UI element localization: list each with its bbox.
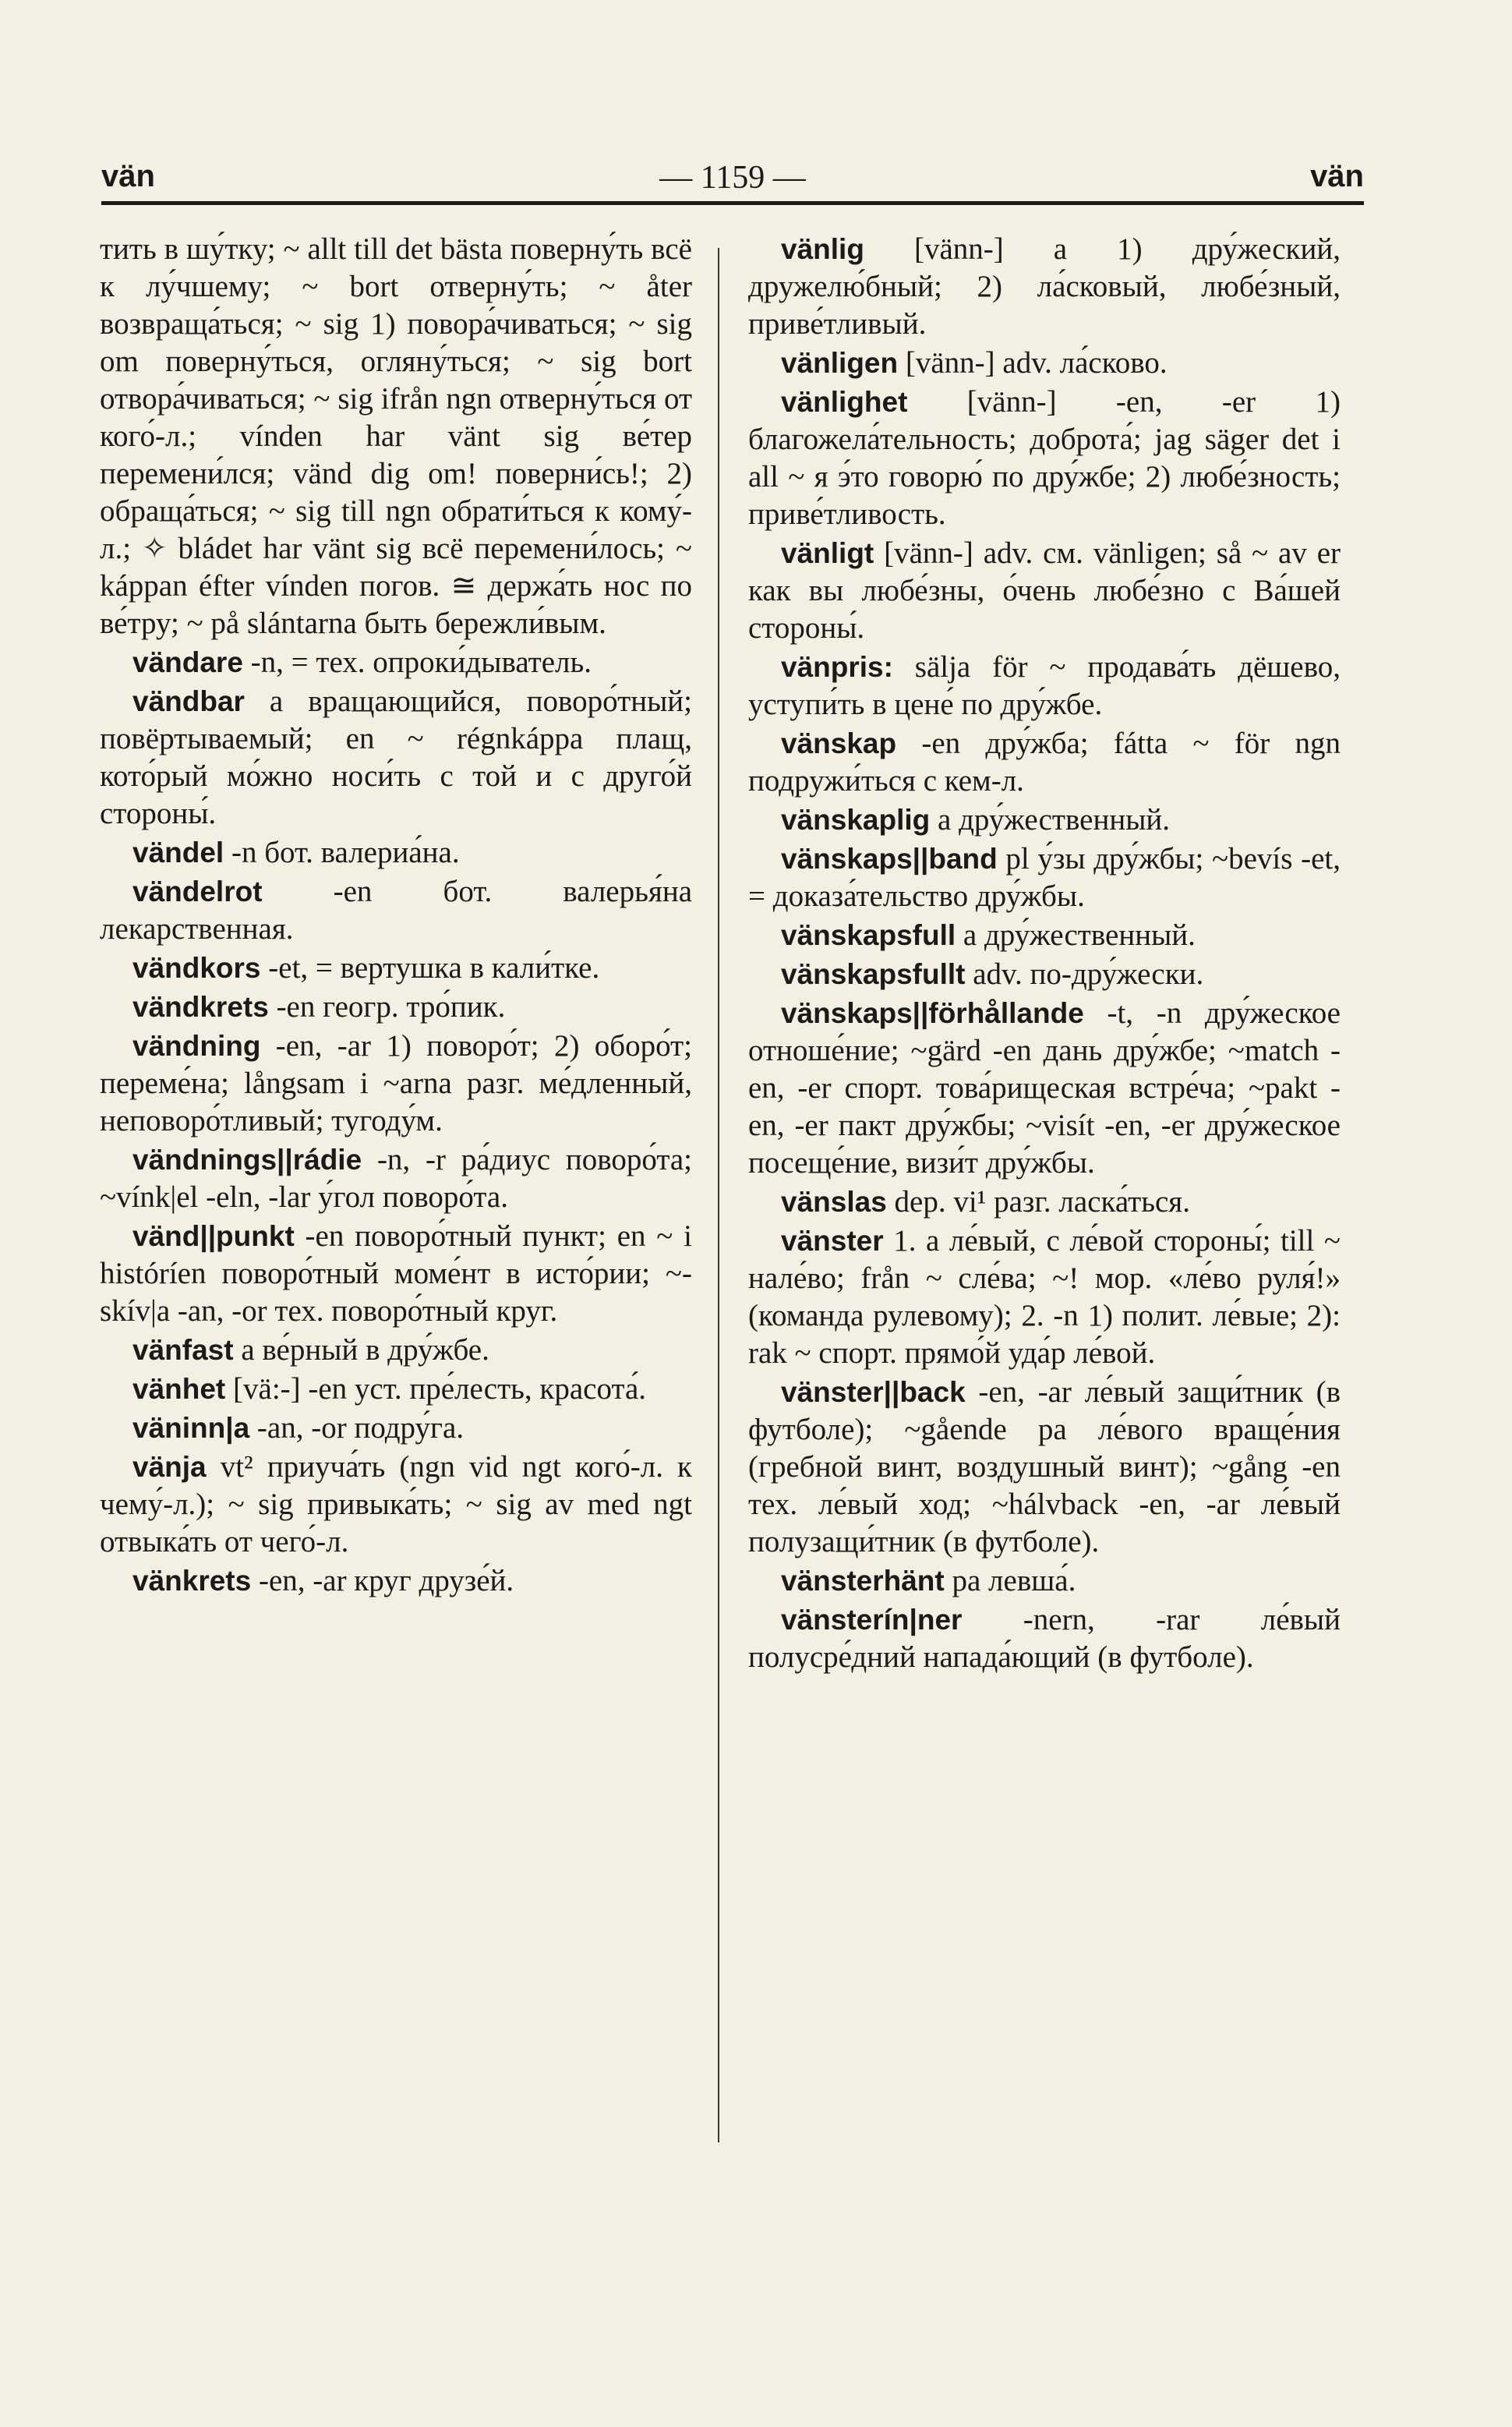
entry-text: a вращающийся, поворо́тный; повёртываемый; en ~ régnkáppa плащ, кото́рый мо́жно носи́ть с той и с друго́й стороны́.	[100, 685, 692, 830]
entry-headword: vänsterín|ner	[781, 1604, 963, 1636]
entry-text: [vänn-] -en, -er 1) благожела́тельность; доброта́; jag säger det i all ~ я э́то говорю́ по дру́жбе; 2) любе́зность; приве́тливость.	[748, 385, 1341, 531]
entry-text: -et, = вертушка в кали́тке.	[260, 951, 600, 985]
dictionary-entry	[100, 950, 692, 987]
dictionary-entry	[748, 1601, 1341, 1676]
entry-headword: vänster	[781, 1225, 884, 1257]
entry-text: pl у́зы дру́жбы; ~bevís -et, = доказа́тельство дру́жбы.	[748, 842, 1341, 913]
dictionary-entry	[748, 1222, 1341, 1372]
entry-headword: vänlighet	[781, 386, 908, 418]
entry-headword: vänster||back	[781, 1376, 966, 1408]
entry-headword: vänskaplig	[781, 804, 931, 836]
entry-text: -n, -r ра́диус поворо́та; ~vínk|el -eln, -lar у́гол поворо́та.	[100, 1143, 692, 1214]
page-header	[101, 159, 1364, 198]
dictionary-entry	[100, 1141, 692, 1216]
entry-headword: vänlig	[781, 233, 864, 265]
entry-text: -en, -ar 1) поворо́т; 2) оборо́т; переме́на; långsam i ~arna разг. ме́дленный, неповоро́тливый; тугоду́м.	[100, 1029, 692, 1137]
entry-headword: vänja	[132, 1451, 207, 1483]
dictionary-entry	[748, 1183, 1341, 1221]
dictionary-entry	[748, 840, 1341, 915]
dictionary-entry	[100, 989, 692, 1026]
dictionary-entry	[100, 1218, 692, 1330]
entry-text: a ве́рный в дру́жбе.	[233, 1333, 489, 1367]
entry-headword: vändel	[132, 837, 224, 869]
entry-text: -en, -ar круг друзе́й.	[251, 1564, 514, 1597]
dictionary-entry	[100, 873, 692, 948]
dictionary-entry	[100, 1562, 692, 1600]
dictionary-entry	[748, 1562, 1341, 1600]
entry-text: a дру́жественный.	[956, 918, 1196, 952]
dictionary-entry	[748, 725, 1341, 800]
entry-text: [vä:-] -en уст. пре́лесть, красота́.	[225, 1372, 647, 1406]
entry-headword: vänligen	[781, 347, 899, 379]
entry-text: a дру́жественный.	[930, 803, 1171, 837]
entry-text: тить в шу́тку; ~ allt till det bästa поверну́ть всё к лу́чшему; ~ bort отверну́ть; ~ åter возвраща́ться; ~ sig 1) повора́чиваться; ~ sig om поверну́ться, огляну́ться; ~ sig bort отвора́чиваться; ~ sig ifrån ngn отверну́ться от кого́-л.; vínden har vänt sig ве́тер перемени́лся; vänd dig om! поверни́сь!; 2) обраща́ться; ~ sig till ngn обрати́ться к кому́-л.; ✧ bládet har vänt sig всё перемени́лось; ~ káppan éfter vínden погов. ≅ держа́ть нос по ве́тру; ~ på slántarna быть бережли́вым.	[100, 232, 692, 640]
dictionary-entry	[100, 1371, 692, 1408]
dictionary-entry	[748, 535, 1341, 647]
left-column	[100, 231, 692, 1601]
left-running-headword: vän	[101, 159, 155, 193]
header-rule	[101, 201, 1364, 205]
entry-headword: vändkrets	[132, 991, 269, 1023]
entry-text: [vänn-] adv. см. vänligen; så ~ av er как вы любе́зны, о́чень любе́зно с Ва́шей стороны́.	[748, 536, 1341, 645]
entry-headword: vänskapsfull	[781, 919, 956, 951]
entry-text: sälja för ~ продава́ть дёшево, уступи́ть в цене́ по дру́жбе.	[748, 650, 1341, 721]
entry-headword: vänsterhänt	[781, 1565, 945, 1597]
entry-headword: vändare	[132, 646, 243, 678]
dictionary-entry	[748, 231, 1341, 343]
entry-headword: väninn|a	[132, 1412, 250, 1444]
entry-headword: vänslas	[781, 1186, 887, 1218]
entry-text: vt² приуча́ть (ngn vid ngt кого́-л. к чему́-л.); ~ sig привыка́ть; ~ sig av med ngt отвыка́ть от чего́-л.	[100, 1450, 692, 1558]
entry-text: -t, -n дру́жеское отноше́ние; ~gärd -en дань дру́жбе; ~match -en, -er спорт. това́рищеская встре́ча; ~pakt -en, -er пакт дру́жбы; ~visít -en, -er дру́жеское посеще́ние, визи́т дру́жбы.	[748, 996, 1341, 1180]
entry-headword: vändelrot	[132, 876, 263, 907]
dictionary-entry	[748, 917, 1341, 954]
entry-text: -n, = тех. опроки́дыватель.	[242, 646, 592, 679]
dictionary-entry	[748, 384, 1341, 533]
entry-headword: vändnings||rádie	[132, 1144, 362, 1176]
right-running-headword: vän	[1310, 159, 1364, 193]
dictionary-entry	[748, 1374, 1341, 1561]
entry-headword: vänskaps||förhållande	[781, 997, 1084, 1029]
entry-headword: vändning	[132, 1030, 261, 1062]
dictionary-entry	[748, 649, 1341, 724]
entry-text: pa левша́.	[944, 1564, 1076, 1597]
entry-headword: vänskaps||band	[781, 843, 998, 875]
entry-text: -en бот. валерья́на лекарственная.	[100, 875, 692, 946]
entry-headword: vänd||punkt	[132, 1220, 295, 1252]
dictionary-entry	[100, 1410, 692, 1447]
entry-headword: vänfast	[132, 1334, 234, 1366]
column-divider	[718, 248, 719, 2142]
entry-text: -nern, -rar ле́вый полусре́дний напада́ющий (в футболе).	[748, 1603, 1341, 1674]
entry-text: -en дру́жба; fátta ~ för ngn подружи́ться с кем-л.	[748, 727, 1341, 798]
dictionary-entry	[748, 956, 1341, 993]
dictionary-entry	[100, 834, 692, 872]
entry-headword: vändkors	[132, 952, 261, 984]
entry-headword: vändbar	[132, 685, 245, 717]
entry-text: -en поворо́тный пункт; en ~ i históríen поворо́тный моме́нт в исто́рии; ~-skív|a -an, -or тех. поворо́тный круг.	[100, 1219, 692, 1328]
entry-text: [vänn-] adv. ла́сково.	[898, 346, 1168, 380]
entry-headword: vänskapsfullt	[781, 958, 966, 990]
dictionary-entry	[748, 995, 1341, 1182]
entry-text: -an, -or подру́га.	[249, 1411, 465, 1445]
dictionary-entry	[748, 345, 1341, 382]
dictionary-entry	[100, 1332, 692, 1369]
page-number: — 1159 —	[659, 160, 806, 196]
dictionary-entry	[748, 801, 1341, 839]
dictionary-entry	[100, 644, 692, 681]
entry-text: [vänn-] a 1) дру́жеский, дружелю́бный; 2) ла́сковый, любе́зный, приве́тливый.	[748, 232, 1341, 341]
entry-text: adv. по-дру́жески.	[965, 957, 1204, 991]
entry-headword: vänkrets	[132, 1565, 252, 1597]
dictionary-entry	[100, 1449, 692, 1561]
entry-text: dep. vi¹ разг. ласка́ться.	[886, 1185, 1191, 1219]
dictionary-entry	[100, 1028, 692, 1140]
entry-text: 1. a ле́вый, с ле́вой стороны́; till ~ нале́во; från ~ сле́ва; ~! мор. «ле́во руля́!» (команда рулевому); 2. -n 1) полит. ле́вые; 2): rak ~ спорт. прямо́й уда́р ле́вой.	[748, 1224, 1341, 1370]
entry-headword: vänhet	[132, 1373, 226, 1405]
entry-headword: vänligt	[781, 537, 874, 569]
entry-headword: vänpris:	[781, 651, 893, 683]
entry-text: -en, -ar ле́вый защи́тник (в футболе); ~gående pa ле́вого враще́ния (гребной винт, воздушный винт); ~gång -en тех. ле́вый ход; ~hálvback -en, -ar ле́вый полузащи́тник (в футболе).	[748, 1375, 1341, 1558]
entry-text: -en геогр. тро́пик.	[268, 990, 506, 1024]
dictionary-entry	[100, 231, 692, 642]
right-column	[748, 231, 1341, 1678]
entry-text: -n бот. валериа́на.	[224, 836, 460, 869]
entry-headword: vänskap	[781, 727, 897, 759]
dictionary-entry	[100, 683, 692, 833]
